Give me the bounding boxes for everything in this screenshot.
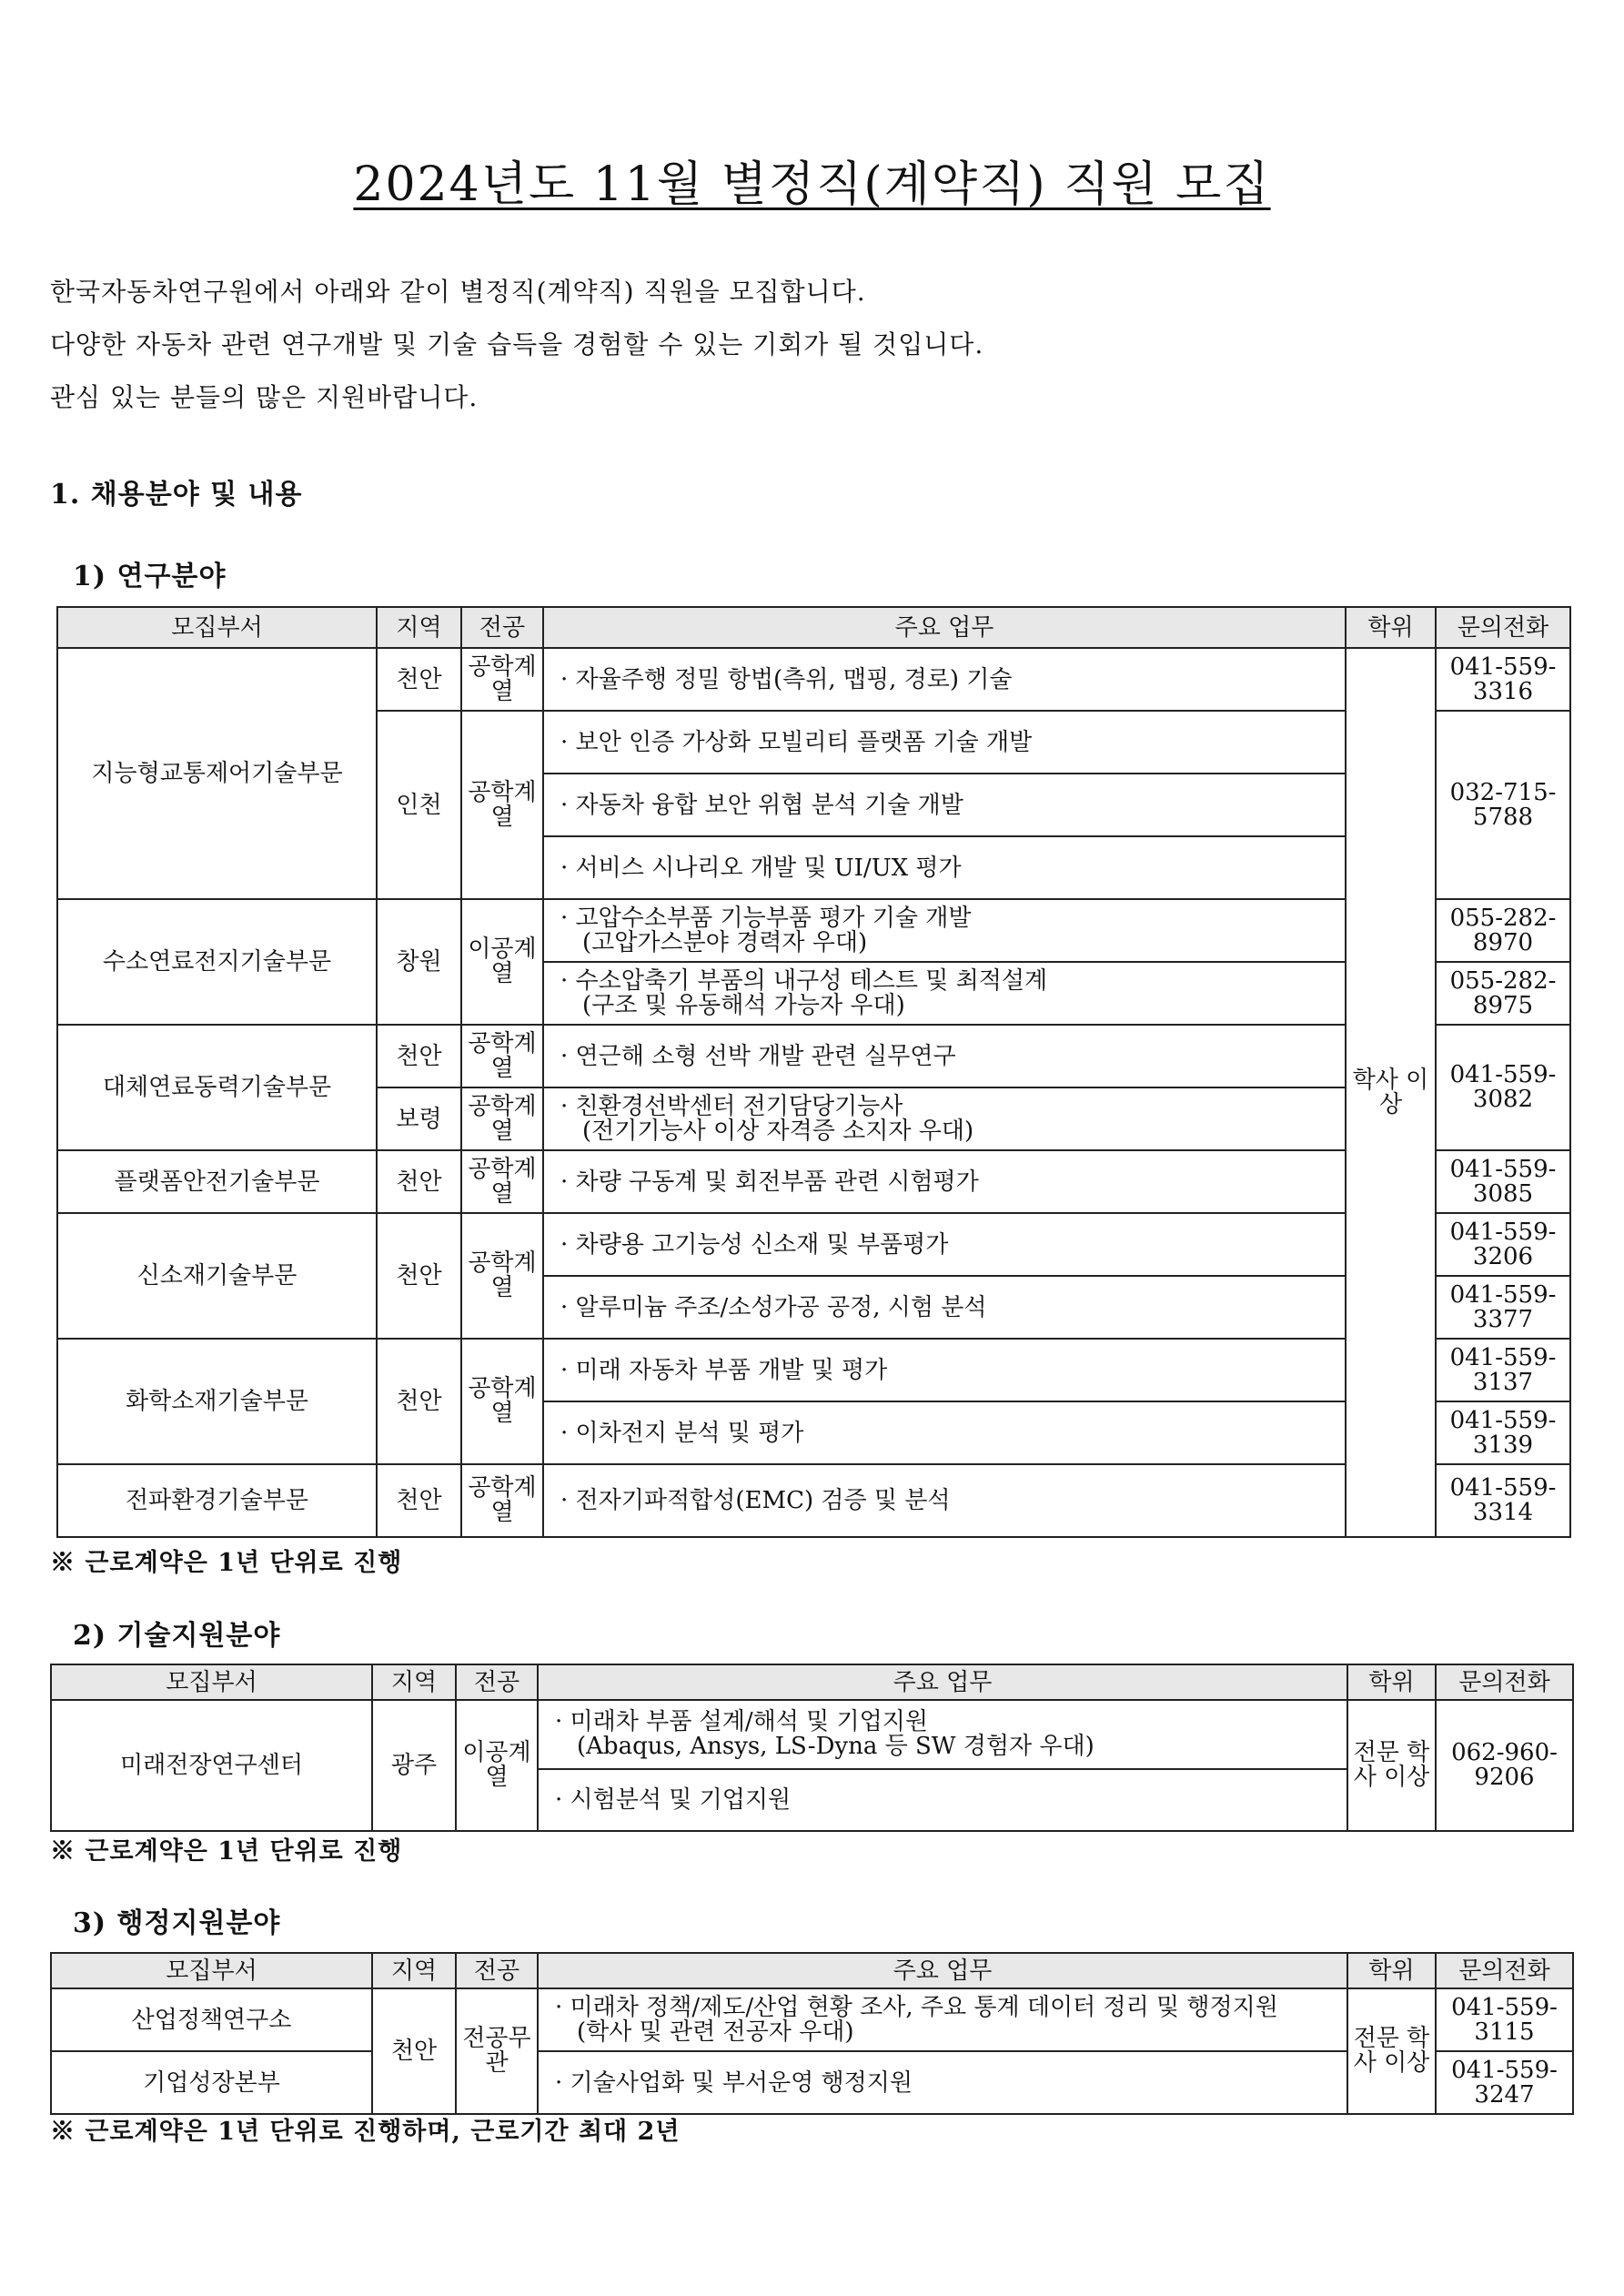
major-cell: 이공계열 (456, 1700, 538, 1831)
tech-heading: 2) 기술지원분야 (73, 1620, 281, 1652)
duty-cell: · 자율주행 정밀 항법(측위, 맵핑, 경로) 기술 (543, 648, 1346, 711)
dept-cell: 기업성장본부 (51, 2051, 372, 2114)
header-phone: 문의전화 (1436, 1953, 1573, 1988)
region-cell: 광주 (372, 1700, 456, 1831)
header-degree: 학위 (1347, 1664, 1436, 1700)
phone-cell: 041-559-3206 (1436, 1213, 1570, 1276)
region-cell: 창원 (377, 899, 461, 1025)
major-cell: 공학계열 (461, 711, 543, 899)
phone-cell: 055-282-8970 (1436, 899, 1570, 962)
admin-table (50, 1952, 1574, 2115)
contract-note: ※ 근로계약은 1년 단위로 진행 (50, 1837, 403, 1866)
intro-line: 관심 있는 분들의 많은 지원바랍니다. (50, 382, 479, 412)
table-row (57, 648, 1570, 711)
region-cell: 천안 (377, 1339, 461, 1464)
header-phone: 문의전화 (1436, 607, 1570, 648)
research-heading: 1) 연구분야 (73, 561, 227, 592)
phone-cell: 041-559-3314 (1436, 1464, 1570, 1537)
header-degree: 학위 (1346, 607, 1436, 648)
duty-line: · 미래차 부품 설계/해석 및 기업지원 (555, 1708, 928, 1735)
contract-note: ※ 근로계약은 1년 단위로 진행 (50, 1549, 403, 1577)
header-duty: 주요 업무 (538, 1664, 1347, 1700)
region-cell: 천안 (377, 1150, 461, 1213)
header-dept: 모집부서 (51, 1664, 372, 1700)
major-cell: 공학계열 (461, 1025, 543, 1087)
region-cell: 보령 (377, 1087, 461, 1150)
header-duty: 주요 업무 (538, 1953, 1347, 1988)
section-heading: 1. 채용분야 및 내용 (50, 479, 303, 511)
duty-cell: · 차량 구동계 및 회전부품 관련 시험평가 (543, 1150, 1346, 1213)
dept-cell: 화학소재기술부문 (57, 1339, 377, 1464)
table-row (57, 1339, 1570, 1401)
phone-cell: 041-559-3139 (1436, 1401, 1570, 1464)
table-row (57, 899, 1570, 962)
table-row (57, 1025, 1570, 1087)
header-dept: 모집부서 (51, 1953, 372, 1988)
duty-line: · 미래차 정책/제도/산업 현황 조사, 주요 통계 데이터 정리 및 행정지원 (555, 1993, 1278, 2021)
table-row (57, 1150, 1570, 1213)
header-region: 지역 (372, 1664, 456, 1700)
dept-cell: 전파환경기술부문 (57, 1464, 377, 1537)
duty-line: (전기기능사 이상 자격증 소지자 우대) (582, 1117, 974, 1145)
duty-cell (543, 962, 1346, 1025)
major-cell: 공학계열 (461, 1150, 543, 1213)
duty-cell (538, 1700, 1347, 1769)
duty-cell: · 서비스 시나리오 개발 및 UI/UX 평가 (543, 836, 1346, 899)
duty-cell: · 알루미늄 주조/소성가공 공정, 시험 분석 (543, 1276, 1346, 1339)
duty-line: (학사 및 관련 전공자 우대) (577, 2018, 854, 2046)
region-cell: 천안 (377, 1025, 461, 1087)
phone-cell: 041-559-3082 (1436, 1025, 1570, 1150)
admin-heading: 3) 행정지원분야 (73, 1907, 281, 1939)
duty-cell: · 전자기파적합성(EMC) 검증 및 분석 (543, 1464, 1346, 1537)
phone-cell: 041-559-3115 (1436, 1988, 1573, 2051)
major-cell: 공학계열 (461, 648, 543, 711)
duty-cell: · 차량용 고기능성 신소재 및 부품평가 (543, 1213, 1346, 1276)
intro-line: 한국자동차연구원에서 아래와 같이 별정직(계약직) 직원을 모집합니다. (50, 277, 866, 307)
header-degree: 학위 (1347, 1953, 1436, 1988)
table-header-row (51, 1664, 1573, 1700)
table-row (57, 1464, 1570, 1537)
table-row (51, 1700, 1573, 1769)
phone-cell: 041-559-3247 (1436, 2051, 1573, 2114)
duty-cell: · 이차전지 분석 및 평가 (543, 1401, 1346, 1464)
contract-note: ※ 근로계약은 1년 단위로 진행하며, 근로기간 최대 2년 (50, 2118, 681, 2146)
header-region: 지역 (372, 1953, 456, 1988)
phone-cell: 055-282-8975 (1436, 962, 1570, 1025)
header-major: 전공 (456, 1953, 538, 1988)
dept-cell: 미래전장연구센터 (51, 1700, 372, 1831)
tech-table (50, 1664, 1574, 1832)
duty-cell: · 미래 자동차 부품 개발 및 평가 (543, 1339, 1346, 1401)
major-cell: 공학계열 (461, 1087, 543, 1150)
duty-cell: · 기술사업화 및 부서운영 행정지원 (538, 2051, 1347, 2114)
intro-text (50, 266, 983, 424)
region-cell: 인천 (377, 711, 461, 899)
phone-cell: 041-559-3137 (1436, 1339, 1570, 1401)
phone-cell: 032-715-5788 (1436, 711, 1570, 899)
duty-cell (543, 899, 1346, 962)
dept-cell: 산업정책연구소 (51, 1988, 372, 2051)
duty-cell: · 자동차 융합 보안 위협 분석 기술 개발 (543, 774, 1346, 836)
header-region: 지역 (377, 607, 461, 648)
duty-line: · 수소압축기 부품의 내구성 테스트 및 최적설계 (560, 966, 1048, 995)
duty-cell: · 시험분석 및 기업지원 (538, 1769, 1347, 1831)
region-cell: 천안 (377, 1464, 461, 1537)
phone-cell: 041-559-3085 (1436, 1150, 1570, 1213)
header-dept: 모집부서 (57, 607, 377, 648)
header-phone: 문의전화 (1436, 1664, 1573, 1700)
header-major: 전공 (461, 607, 543, 648)
page-title: 2024년도 11월 별정직(계약직) 직원 모집 (353, 157, 1271, 212)
duty-line: (구조 및 유동해석 가능자 우대) (582, 991, 905, 1019)
phone-cell: 041-559-3316 (1436, 648, 1570, 711)
degree-cell: 전문 학사 이상 (1347, 1700, 1436, 1831)
header-major: 전공 (456, 1664, 538, 1700)
intro-line: 다양한 자동차 관련 연구개발 및 기술 습득을 경험할 수 있는 기회가 될 것입니다. (50, 329, 984, 359)
dept-cell: 대체연료동력기술부문 (57, 1025, 377, 1150)
dept-cell: 지능형교통제어기술부문 (57, 648, 377, 899)
duty-line: · 고압수소부품 기능부품 평가 기술 개발 (560, 904, 972, 932)
major-cell: 공학계열 (461, 1339, 543, 1464)
dept-cell: 신소재기술부문 (57, 1213, 377, 1339)
table-row (51, 1988, 1573, 2051)
major-cell: 공학계열 (461, 1464, 543, 1537)
table-header-row (57, 607, 1570, 648)
region-cell: 천안 (372, 1988, 456, 2114)
phone-cell: 062-960-9206 (1436, 1700, 1573, 1831)
region-cell: 천안 (377, 1213, 461, 1339)
degree-cell: 전문 학사 이상 (1347, 1988, 1436, 2114)
duty-line: (고압가스분야 경력자 우대) (582, 928, 868, 956)
dept-cell: 플랫폼안전기술부문 (57, 1150, 377, 1213)
duty-cell: · 연근해 소형 선박 개발 관련 실무연구 (543, 1025, 1346, 1087)
region-cell: 천안 (377, 648, 461, 711)
major-cell: 전공무관 (456, 1988, 538, 2114)
table-row (51, 2051, 1573, 2114)
degree-cell: 학사 이상 (1346, 648, 1436, 1537)
duty-cell (538, 1988, 1347, 2051)
major-cell: 공학계열 (461, 1213, 543, 1339)
duty-line: (Abaqus, Ansys, LS-Dyna 등 SW 경험자 우대) (577, 1733, 1094, 1760)
header-duty: 주요 업무 (543, 607, 1346, 648)
duty-cell: · 보안 인증 가상화 모빌리티 플랫폼 기술 개발 (543, 711, 1346, 774)
duty-line: · 친환경선박센터 전기담당기능사 (560, 1092, 903, 1120)
dept-cell: 수소연료전지기술부문 (57, 899, 377, 1025)
research-table (56, 606, 1571, 1538)
major-cell: 이공계열 (461, 899, 543, 1025)
table-header-row (51, 1953, 1573, 1988)
duty-cell (543, 1087, 1346, 1150)
phone-cell: 041-559-3377 (1436, 1276, 1570, 1339)
table-row (57, 1213, 1570, 1276)
